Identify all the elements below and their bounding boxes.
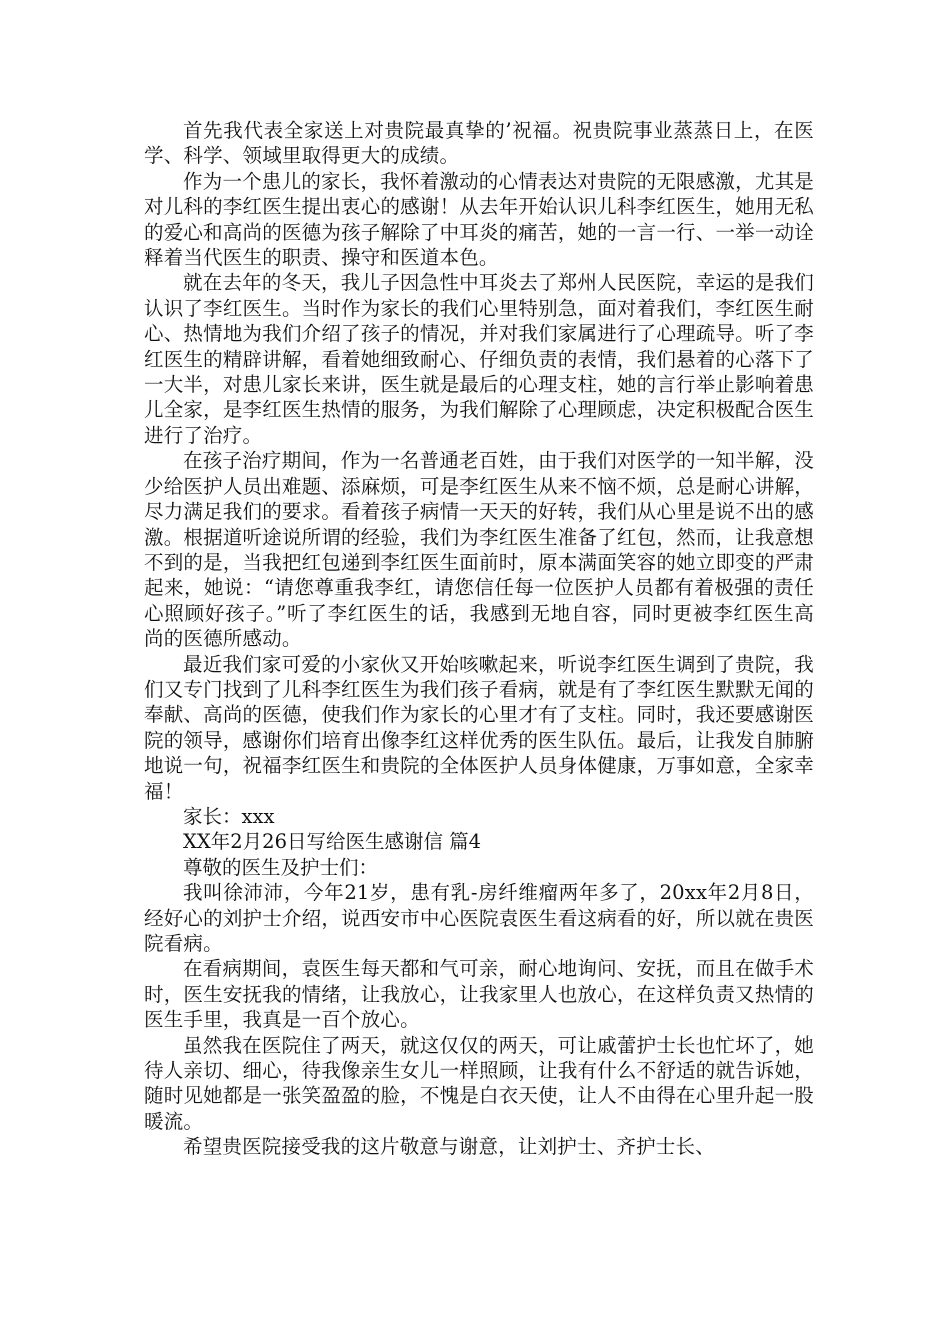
paragraph-blessing: 首先我代表全家送上对贵院最真挚的’祝福。祝贵院事业蒸蒸日上，在医学、科学、领域里取得更大的成绩。 <box>144 119 814 168</box>
paragraph-winter-visit: 就在去年的冬天，我儿子因急性中耳炎去了郑州人民医院，幸运的是我们认识了李红医生。当时作为家长的我们心里特别急，面对着我们，李红医生耐心、热情地为我们介绍了孩子的情况，并对我们家属进行了心理疏导。听了李红医生的精辟讲解，看着她细致耐心、仔细负责的表情，我们悬着的心落下了一大半，对患儿家长来讲，医生就是最后的心理支柱，她的言行举止影响着患儿全家，是李红医生热情的服务，为我们解除了心理顾虑，决定积极配合医生进行了治疗。 <box>144 271 814 447</box>
paragraph-gratitude: 作为一个患儿的家长，我怀着激动的心情表达对贵院的无限感激，尤其是对儿科的李红医生提出衷心的感谢！从去年开始认识儿科李红医生，她用无私的爱心和高尚的医德为孩子解除了中耳炎的痛苦，她的一言一行、一举一动诠释着当代医生的职责、操守和医道本色。 <box>144 169 814 270</box>
paragraph-hospital-stay: 虽然我在医院住了两天，就这仅仅的两天，可让戚蕾护士长也忙坏了，她待人亲切、细心，待我像亲生女儿一样照顾，让我有什么不舒适的就告诉她，随时见她都是一张笑盈盈的脸，不愧是白衣天使，让人不由得在心里升起一股暖流。 <box>144 1033 814 1133</box>
salutation: 尊敬的医生及护士们： <box>183 855 379 879</box>
paragraph-visit: 在看病期间，袁医生每天都和气可亲，耐心地询问、安抚，而且在做手术时，医生安抚我的情绪，让我放心，让我家里人也放心，在这样负责又热情的医生手里，我真是一百个放心。 <box>144 957 814 1032</box>
signature: 家长：xxx <box>183 804 275 828</box>
paragraph-treatment: 在孩子治疗期间，作为一名普通老百姓，由于我们对医学的一知半解，没少给医护人员出难题、添麻烦，可是李红医生从来不恼不烦，总是耐心讲解，尽力满足我们的要求。看着孩子病情一天天的好转，我们从心里是说不出的感激。根据道听途说所谓的经验，我们为李红医生准备了红包，然而，让我意想不到的是，当我把红包递到李红医生面前时，原本满面笑容的她立即变的严肃起来，她说：“请您尊重我李红，请您信任每一位医护人员都有着极强的责任心照顾好孩子。”听了李红医生的话，我感到无地自容，同时更被李红医生高尚的医德所感动。 <box>144 449 814 651</box>
paragraph-closing-wish: 希望贵医院接受我的这片敬意与谢意，让刘护士、齐护士长、 <box>183 1135 715 1159</box>
paragraph-recent: 最近我们家可爱的小家伙又开始咳嗽起来，听说李红医生调到了贵院，我们又专门找到了儿科李红医生为我们孩子看病，就是有了李红医生默默无闻的奉献、高尚的医德，使我们作为家长的心里才有了支柱。同时，我还要感谢医院的领导，感谢你们培育出像李红这样优秀的医生队伍。最后，让我发自肺腑地说一句，祝福李红医生和贵院的全体医护人员身体健康，万事如意，全家幸福！ <box>144 652 814 803</box>
document-page <box>144 118 814 1160</box>
section-heading: XX年2月26日写给医生感谢信 篇4 <box>183 830 482 854</box>
paragraph-introduction: 我叫徐沛沛，今年21岁，患有乳-房纤维瘤两年多了，20xx年2月8日，经好心的刘护士介绍，说西安市中心医院袁医生看这病看的好，所以就在贵医院看病。 <box>144 881 814 955</box>
